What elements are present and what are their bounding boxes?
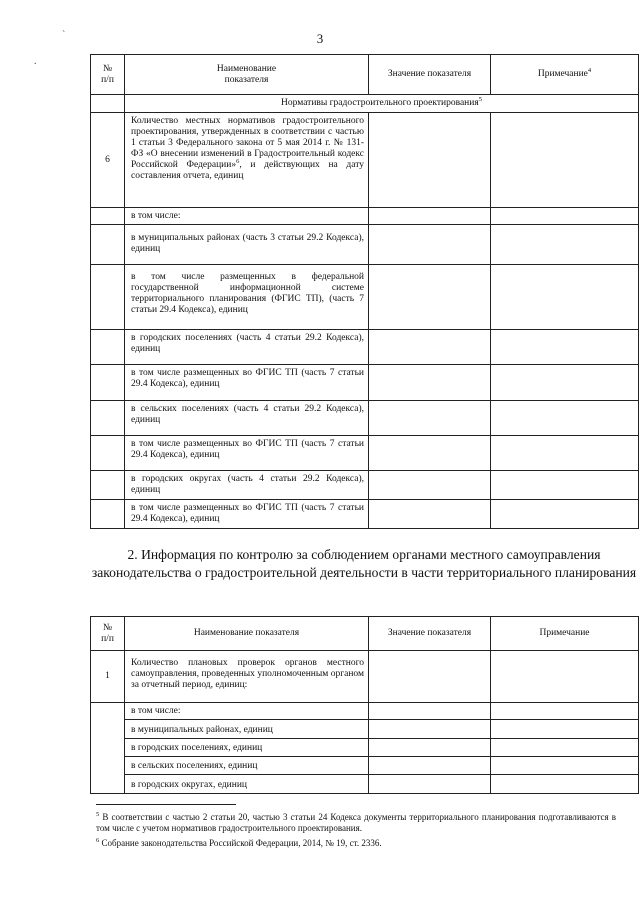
table-row: в городских округах (часть 4 статьи 29.2 Кодекса), единиц xyxy=(91,471,639,500)
scan-mark: ` xyxy=(62,30,66,41)
column-header-number: № п/п xyxy=(91,617,125,651)
table-row: в том числе размещенных во ФГИС ТП (часть 7 статьи 29.4 Кодекса), единиц xyxy=(91,436,639,471)
footnote-separator xyxy=(96,804,236,805)
column-header-name: Наименование показателя xyxy=(125,55,369,95)
table-row: в городских поселениях, единиц xyxy=(91,739,639,757)
section-2-heading: 2. Информация по контролю за соблюдением органами местного самоуправления законодательства о градостроительной деятельности в части территориального планирования xyxy=(91,547,637,580)
note-cell xyxy=(491,113,639,208)
table-row: в том числе размещенных во ФГИС ТП (часть 7 статьи 29.4 Кодекса), единиц xyxy=(91,500,639,529)
inspections-table xyxy=(90,616,639,794)
table-row: в том числе: xyxy=(91,208,639,225)
page-number: 3 xyxy=(316,31,324,46)
table-row: в том числе размещенных во ФГИС ТП (часть 7 статьи 29.4 Кодекса), единиц xyxy=(91,365,639,401)
standards-table xyxy=(90,54,639,529)
column-header-value: Значение показателя xyxy=(369,55,491,95)
table-row: в том числе размещенных в федеральной государственной информационной системе территориального планирования (ФГИС ТП), (часть 7 статьи 29.4 Кодекса), единиц xyxy=(91,265,639,330)
footnote: $^5$ В соответствии с частью 2 статьи 20, частью 3 статьи 24 Кодекса документы территориального планирования подготавливаются в том числе с учетом нормативов градостроительного проектирования. xyxy=(96,811,616,833)
column-header-note: Примечание$^4$ xyxy=(491,55,639,95)
footnote: $^6$ Собрание законодательства Российской Федерации, 2014, № 19, ст. 2336. xyxy=(96,837,382,848)
table-row: в городских поселениях (часть 4 статьи 29.2 Кодекса), единиц xyxy=(91,330,639,365)
column-header-value: Значение показателя xyxy=(369,617,491,651)
row-description: Количество местных нормативов градостроительного проектирования, утвержденных в соответствии с частью 1 статьи 3 Федерального закона от 5 мая 2014 г. № 131-ФЗ «О внесении изменений в Градостроительный кодекс Российской Федерации»$^6$, и действующих на дату составления отчета, единиц xyxy=(125,113,369,208)
table-row xyxy=(91,651,639,703)
table-row: в городских округах, единиц xyxy=(91,775,639,794)
table-header-row xyxy=(91,617,639,651)
row-number: 6 xyxy=(91,113,125,208)
table-header-row xyxy=(91,55,639,95)
table-row xyxy=(91,113,639,208)
row-number: 1 xyxy=(91,651,125,703)
scan-mark: . xyxy=(34,56,37,67)
section-title: Нормативы градостроительного проектирования$^5$ xyxy=(125,95,639,113)
column-header-note: Примечание xyxy=(491,617,639,651)
section-row xyxy=(91,95,639,113)
table-row: в муниципальных районах (часть 3 статьи 29.2 Кодекса), единиц xyxy=(91,225,639,265)
table-row: в том числе: xyxy=(91,703,639,720)
table-row: в муниципальных районах, единиц xyxy=(91,720,639,739)
column-header-name: Наименование показателя xyxy=(125,617,369,651)
value-cell xyxy=(369,113,491,208)
table-row: в сельских поселениях (часть 4 статьи 29.2 Кодекса), единиц xyxy=(91,401,639,436)
row-description: Количество плановых проверок органов местного самоуправления, проведенных уполномоченным органом за отчетный период, единиц: xyxy=(125,651,369,703)
column-header-number: № п/п xyxy=(91,55,125,95)
table-row: в сельских поселениях, единиц xyxy=(91,757,639,775)
